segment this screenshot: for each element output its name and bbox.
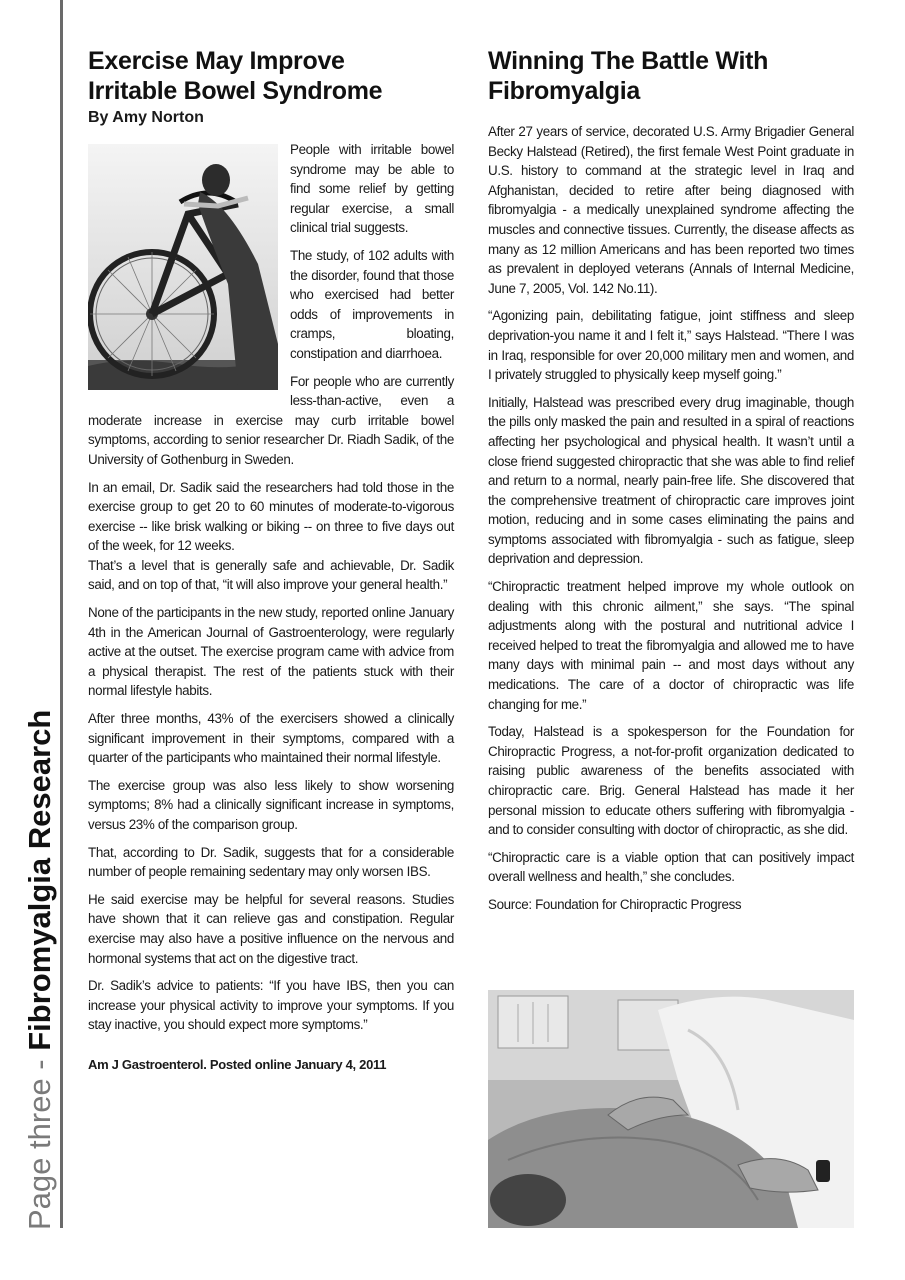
- source-line: Source: Foundation for Chiropractic Progress: [488, 896, 742, 912]
- right-article-title: Winning The Battle With Fibromyalgia: [488, 47, 769, 105]
- paragraph: None of the participants in the new study, reported online January 4th in the American Journal of Gastroenterology, were regularly active at the outset. The exercise program came with advice from a physical therapist. The rest of the patients stuck with their normal lifestyle habits.: [88, 605, 454, 699]
- left-article-title: Exercise May Improve Irritable Bowel Syndrome: [88, 47, 383, 105]
- paragraph: People with irritable bowel syndrome may be able to find some relief by getting regular exercise, a small clinical trial suggests.: [290, 142, 454, 236]
- paragraph: “Agonizing pain, debilitating fatigue, joint stiffness and sleep deprivation-you name it and I felt it,” says Halstead. “There I was in Iraq, responsible for over 20,000 military men and women, and I privately struggled to physically keep myself going.”: [488, 308, 854, 383]
- paragraph: After 27 years of service, decorated U.S. Army Brigadier General Becky Halstead (Retired), the first female West Point graduate in U.S. history to command at the strategic level in Iraq and Afghanistan, decided to retire after being diagnosed with fibromyalgia - a medically unexplained syndrome affecting the muscles and connective tissues. Currently, the disease affects as many as 12 million Americans and has been reported two times as prevalent in deployed veterans (Annals of Internal Medicine, June 7, 2005, Vol. 142 No.11).: [488, 124, 854, 296]
- paragraph: Initially, Halstead was prescribed every drug imaginable, though the pills only masked the pain and resulted in a spiral of reactions affecting her psychological and physical health. It wasn’t until a close friend suggested chiropractic that she was able to find relief and return to a normal, nearly pain-free life. She discovered that the comprehensive treatment of chiropractic care improves joint motion, reducing and in some cases eliminating the pains and symptoms associated with fibromyalgia - such as fatigue, sleep deprivation and depression.: [488, 394, 854, 567]
- paragraph: He said exercise may be helpful for several reasons. Studies have shown that it can relieve gas and constipation. Regular exercise may also have a positive influence on the nervous and hormonal systems that act on the digestive tract.: [88, 891, 454, 966]
- paragraph: The exercise group was also less likely to show worsening symptoms; 8% had a clinically significant increase in symptoms, versus 23% of the comparison group.: [88, 777, 454, 832]
- paragraph: “Chiropractic treatment helped improve my whole outlook on dealing with this chronic ailment,” she says. “The spinal adjustments along with the postural and nutritional advice I received helped to treat the fibromyalgia and allowed me to have many days with minimal pain -- and most days without any medications. The care of a doctor of chiropractic was life changing for me.”: [488, 579, 854, 712]
- paragraph: The study, of 102 adults with the disorder, found that those who exercised had better odds of improvements in cramps, bloating, constipation and diarrhoea.: [290, 247, 454, 361]
- paragraph: Dr. Sadik’s advice to patients: “If you have IBS, then you can increase your physical activity to improve your symptoms. If you stay inactive, you should expect more symptoms.”: [88, 978, 454, 1033]
- page-section-title: Page three - Fibromyalgia Research: [22, 709, 57, 1230]
- bicycle-photo: [88, 144, 278, 390]
- chiropractic-photo: [488, 990, 854, 1228]
- right-article: [488, 46, 854, 923]
- paragraph: After three months, 43% of the exercisers showed a clinically significant improvement in their symptoms, compared with a quarter of the participants who maintained their normal lifestyle.: [88, 711, 454, 766]
- paragraph: For people who are currently less-than-active, even a moderate increase in exercise may curb irritable bowel symptoms, according to senior researcher Dr. Riadh Sadik, of the University of Gothenburg in Sweden.: [88, 373, 454, 467]
- paragraph: Today, Halstead is a spokesperson for the Foundation for Chiropractic Progress, a not-for-profit organization dedicated to raising public awareness of the benefits associated with chiropractic care. Brig. General Halstead has made it her personal mission to educate others suffering with fibromyalgia - and to consider consulting with doctor of chiropractic, as she did.: [488, 724, 854, 838]
- byline: By Amy Norton: [88, 109, 204, 126]
- page-margin-rule: [60, 0, 63, 1228]
- left-article: [88, 46, 454, 1072]
- paragraph: “Chiropractic care is a viable option that can positively impact overall wellness and health,” she concludes.: [488, 849, 854, 885]
- paragraph: In an email, Dr. Sadik said the researchers had told those in the exercise group to get 20 to 60 minutes of moderate-to-vigorous exercise -- like brisk walking or biking -- on three to five days out of the week, for 12 weeks. That’s a level that is generally safe and achievable, Dr. Sadik said, and on top of that, “it will also improve your general health.”: [88, 479, 454, 593]
- citation: Am J Gastroenterol. Posted online January 4, 2011: [88, 1056, 387, 1072]
- paragraph: That, according to Dr. Sadik, suggests that for a considerable number of people remaining sedentary may only worsen IBS.: [88, 844, 454, 880]
